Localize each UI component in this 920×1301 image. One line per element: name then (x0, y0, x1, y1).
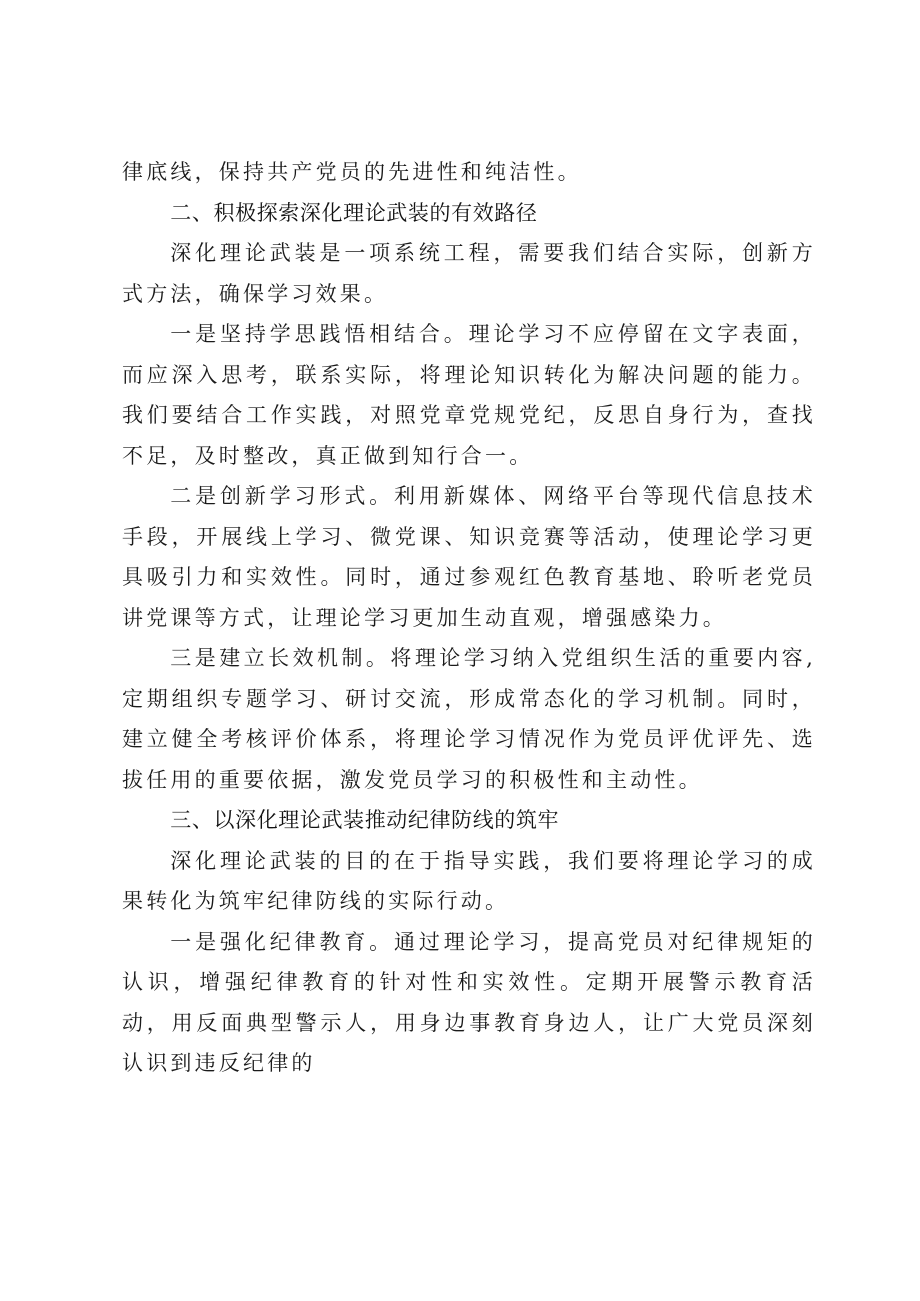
paragraph-point-3-1: 一是强化纪律教育。通过理论学习，提高党员对纪律规矩的认识，增强纪律教育的针对性和实效性。定期开展警示教育活动，用反面典型警示人，用身边事教育身边人，让广大党员深刻认识到违反纪律的 (122, 929, 816, 1075)
document-page (122, 152, 816, 1084)
paragraph-point-3: 三是建立长效机制。将理论学习纳入党组织生活的重要内容,定期组织专题学习、研讨交流，形成常态化的学习机制。同时，建立健全考核评价体系，将理论学习情况作为党员评优评先、选拔任用的重要依据，激发党员学习的积极性和主动性。 (122, 646, 816, 792)
paragraph-intro-3: 深化理论武装的目的在于指导实践，我们要将理论学习的成果转化为筑牢纪律防线的实际行动。 (122, 848, 816, 913)
paragraph-intro-2: 深化理论武装是一项系统工程，需要我们结合实际，创新方式方法，确保学习效果。 (122, 241, 816, 306)
section-heading-3: 三、以深化理论武装推动纪律防线的筑牢 (170, 808, 560, 832)
paragraph-point-1: 一是坚持学思践悟相结合。理论学习不应停留在文字表面，而应深入思考，联系实际，将理论知识转化为解决问题的能力。我们要结合工作实践，对照党章党规党纪，反思自身行为，查找不足，及时整改，真正做到知行合一。 (122, 322, 816, 468)
paragraph-point-2: 二是创新学习形式。利用新媒体、网络平台等现代信息技术手段，开展线上学习、微党课、知识竞赛等活动，使理论学习更具吸引力和实效性。同时，通过参观红色教育基地、聆听老党员讲党课等方式，让理论学习更加生动直观，增强感染力。 (122, 484, 816, 630)
paragraph-continuation: 律底线，保持共产党员的先进性和纯洁性。 (122, 160, 582, 184)
section-heading-2: 二、积极探索深化理论武装的有效路径 (170, 200, 538, 225)
